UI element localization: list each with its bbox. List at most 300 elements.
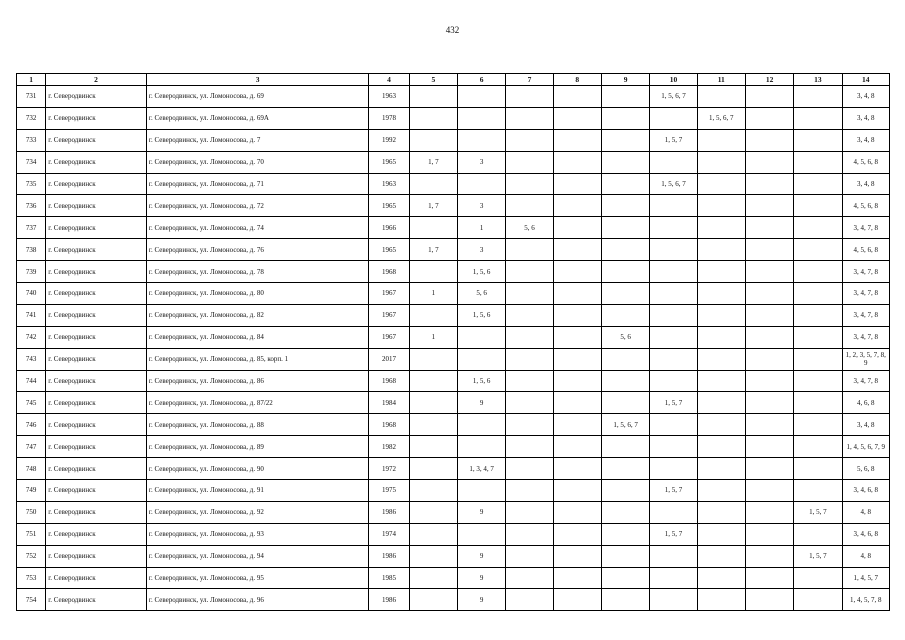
- table-cell: 1965: [369, 239, 409, 261]
- table-cell: 741: [17, 304, 46, 326]
- table-cell: 3, 4, 8: [842, 86, 889, 108]
- table-cell: 1, 5, 7: [794, 501, 842, 523]
- table-cell: [697, 173, 745, 195]
- table-cell: 747: [17, 436, 46, 458]
- table-cell: [745, 151, 793, 173]
- table-cell: [601, 436, 649, 458]
- table-cell: [794, 129, 842, 151]
- table-cell: [553, 523, 601, 545]
- table-cell: [506, 348, 553, 370]
- table-cell: [553, 567, 601, 589]
- table-cell: [409, 392, 457, 414]
- table-cell: [745, 567, 793, 589]
- table-cell: [553, 348, 601, 370]
- table-cell: [745, 195, 793, 217]
- table-cell: 1, 3, 4, 7: [457, 458, 505, 480]
- table-cell: [553, 239, 601, 261]
- table-cell: г. Северодвинск, ул. Ломоносова, д. 69: [146, 86, 369, 108]
- table-cell: [794, 370, 842, 392]
- table-cell: [745, 304, 793, 326]
- table-cell: 1, 5, 6: [457, 304, 505, 326]
- table-row: [17, 392, 890, 414]
- table-cell: [794, 589, 842, 611]
- table-cell: [506, 195, 553, 217]
- table-cell: [745, 86, 793, 108]
- table-cell: г. Северодвинск, ул. Ломоносова, д. 87/22: [146, 392, 369, 414]
- table-cell: [794, 523, 842, 545]
- table-cell: [601, 392, 649, 414]
- table-cell: [745, 392, 793, 414]
- table-cell: [457, 523, 505, 545]
- table-cell: 1984: [369, 392, 409, 414]
- table-row: [17, 436, 890, 458]
- table-cell: [745, 523, 793, 545]
- table-cell: 5, 6: [601, 326, 649, 348]
- table-cell: 1, 5, 6, 7: [650, 86, 697, 108]
- table-cell: 3, 4, 8: [842, 129, 889, 151]
- table-cell: [745, 501, 793, 523]
- table-cell: 9: [457, 501, 505, 523]
- page-number: 432: [445, 25, 460, 35]
- table-cell: [794, 304, 842, 326]
- table-cell: [409, 348, 457, 370]
- table-cell: [409, 458, 457, 480]
- column-header-8: 8: [553, 74, 601, 86]
- table-cell: 1992: [369, 129, 409, 151]
- table-cell: г. Северодвинск, ул. Ломоносова, д. 70: [146, 151, 369, 173]
- table-cell: 1, 4, 5, 7: [842, 567, 889, 589]
- table-cell: 746: [17, 414, 46, 436]
- table-cell: [794, 107, 842, 129]
- table-row: [17, 151, 890, 173]
- table-cell: 736: [17, 195, 46, 217]
- table-cell: [745, 480, 793, 502]
- table-row: [17, 545, 890, 567]
- table-cell: [794, 86, 842, 108]
- table-cell: [650, 283, 697, 305]
- table-cell: [650, 545, 697, 567]
- table-cell: [457, 414, 505, 436]
- table-cell: [506, 261, 553, 283]
- table-cell: 4, 5, 6, 8: [842, 239, 889, 261]
- table-cell: г. Северодвинск: [46, 589, 147, 611]
- table-row: [17, 370, 890, 392]
- table-row: [17, 348, 890, 370]
- table-cell: [650, 501, 697, 523]
- table-cell: г. Северодвинск: [46, 326, 147, 348]
- table-row: [17, 567, 890, 589]
- table-cell: 3, 4, 7, 8: [842, 370, 889, 392]
- table-cell: 1968: [369, 414, 409, 436]
- table-row: [17, 239, 890, 261]
- table-row: [17, 304, 890, 326]
- table-cell: [601, 151, 649, 173]
- table-cell: 1: [457, 217, 505, 239]
- table-cell: [697, 414, 745, 436]
- table-cell: г. Северодвинск: [46, 107, 147, 129]
- table-cell: г. Северодвинск: [46, 129, 147, 151]
- table-cell: г. Северодвинск, ул. Ломоносова, д. 78: [146, 261, 369, 283]
- table-cell: г. Северодвинск, ул. Ломоносова, д. 88: [146, 414, 369, 436]
- table-cell: [650, 370, 697, 392]
- table-cell: [553, 370, 601, 392]
- table-cell: [745, 217, 793, 239]
- table-cell: [601, 480, 649, 502]
- table-cell: г. Северодвинск: [46, 414, 147, 436]
- table-cell: [601, 458, 649, 480]
- table-cell: [745, 458, 793, 480]
- table-cell: г. Северодвинск: [46, 458, 147, 480]
- table-cell: [409, 501, 457, 523]
- table-cell: г. Северодвинск, ул. Ломоносова, д. 91: [146, 480, 369, 502]
- table-cell: [697, 304, 745, 326]
- table-cell: [506, 480, 553, 502]
- table-cell: [794, 239, 842, 261]
- table-cell: г. Северодвинск: [46, 392, 147, 414]
- table-cell: 1966: [369, 217, 409, 239]
- table-cell: [506, 567, 553, 589]
- table-cell: [506, 107, 553, 129]
- table-row: [17, 523, 890, 545]
- table-cell: [506, 86, 553, 108]
- table-cell: 5, 6, 8: [842, 458, 889, 480]
- table-cell: [794, 436, 842, 458]
- table-cell: [601, 283, 649, 305]
- table-cell: 1, 7: [409, 239, 457, 261]
- table-cell: [409, 436, 457, 458]
- header-row: [17, 74, 890, 86]
- column-header-3: 3: [146, 74, 369, 86]
- table-cell: [745, 283, 793, 305]
- table-cell: 1968: [369, 370, 409, 392]
- table-cell: [650, 589, 697, 611]
- table-cell: г. Северодвинск, ул. Ломоносова, д. 89: [146, 436, 369, 458]
- table-cell: 740: [17, 283, 46, 305]
- table-cell: г. Северодвинск: [46, 348, 147, 370]
- table-cell: [601, 86, 649, 108]
- table-cell: 4, 5, 6, 8: [842, 195, 889, 217]
- table-cell: [601, 348, 649, 370]
- table-cell: [409, 129, 457, 151]
- table-cell: [697, 567, 745, 589]
- table-row: [17, 326, 890, 348]
- table-cell: [697, 501, 745, 523]
- table-cell: г. Северодвинск, ул. Ломоносова, д. 96: [146, 589, 369, 611]
- table-cell: [650, 239, 697, 261]
- table-cell: 9: [457, 545, 505, 567]
- table-row: [17, 129, 890, 151]
- table-cell: 1985: [369, 567, 409, 589]
- table-cell: [553, 458, 601, 480]
- table-cell: [697, 195, 745, 217]
- table-cell: 1967: [369, 326, 409, 348]
- table-cell: 734: [17, 151, 46, 173]
- table-cell: [457, 326, 505, 348]
- table-cell: [409, 370, 457, 392]
- table-cell: [457, 348, 505, 370]
- table-cell: [457, 173, 505, 195]
- table-cell: г. Северодвинск: [46, 304, 147, 326]
- table-cell: 745: [17, 392, 46, 414]
- table-row: [17, 589, 890, 611]
- table-cell: [650, 304, 697, 326]
- table-cell: [409, 414, 457, 436]
- table-cell: 753: [17, 567, 46, 589]
- table-cell: 1975: [369, 480, 409, 502]
- table-cell: 750: [17, 501, 46, 523]
- table-cell: [794, 261, 842, 283]
- table-cell: 9: [457, 589, 505, 611]
- column-header-5: 5: [409, 74, 457, 86]
- table-row: [17, 217, 890, 239]
- table-cell: 1, 5, 7: [650, 129, 697, 151]
- table-cell: [745, 348, 793, 370]
- table-cell: 737: [17, 217, 46, 239]
- table-cell: [457, 86, 505, 108]
- table-cell: [553, 480, 601, 502]
- table-cell: [553, 151, 601, 173]
- table-cell: [697, 86, 745, 108]
- table-cell: [506, 239, 553, 261]
- table-cell: [506, 414, 553, 436]
- table-row: [17, 195, 890, 217]
- table-cell: [409, 107, 457, 129]
- table-cell: [457, 436, 505, 458]
- table-cell: г. Северодвинск: [46, 436, 147, 458]
- table-cell: 733: [17, 129, 46, 151]
- table-cell: 1, 5, 7: [650, 392, 697, 414]
- column-header-13: 13: [794, 74, 842, 86]
- table-cell: [601, 523, 649, 545]
- table-cell: г. Северодвинск: [46, 501, 147, 523]
- table-cell: 3, 4, 6, 8: [842, 523, 889, 545]
- table-cell: 3, 4, 8: [842, 414, 889, 436]
- table-row: [17, 86, 890, 108]
- table-cell: [697, 589, 745, 611]
- table-cell: [409, 545, 457, 567]
- table-cell: 738: [17, 239, 46, 261]
- table-row: [17, 501, 890, 523]
- table-row: [17, 283, 890, 305]
- table-cell: 1, 5, 6: [457, 261, 505, 283]
- table-cell: [650, 414, 697, 436]
- table-cell: [745, 107, 793, 129]
- table-cell: [409, 173, 457, 195]
- table-cell: 1963: [369, 173, 409, 195]
- table-cell: 3, 4, 7, 8: [842, 326, 889, 348]
- table-cell: г. Северодвинск, ул. Ломоносова, д. 86: [146, 370, 369, 392]
- table-cell: 1, 4, 5, 7, 8: [842, 589, 889, 611]
- table-cell: [601, 370, 649, 392]
- table-cell: 754: [17, 589, 46, 611]
- table-row: [17, 173, 890, 195]
- column-header-2: 2: [46, 74, 147, 86]
- table-body: [17, 86, 890, 611]
- table-cell: [409, 86, 457, 108]
- table-cell: г. Северодвинск, ул. Ломоносова, д. 84: [146, 326, 369, 348]
- table-cell: [794, 458, 842, 480]
- register-table: [16, 73, 890, 611]
- table-cell: 1967: [369, 304, 409, 326]
- table-cell: [506, 523, 553, 545]
- table-cell: [553, 195, 601, 217]
- table-cell: [697, 392, 745, 414]
- table-cell: [697, 283, 745, 305]
- table-cell: [650, 151, 697, 173]
- table-cell: [745, 326, 793, 348]
- table-cell: [794, 392, 842, 414]
- table-cell: 3, 4, 7, 8: [842, 304, 889, 326]
- table-cell: 739: [17, 261, 46, 283]
- table-cell: 4, 8: [842, 545, 889, 567]
- table-cell: 1974: [369, 523, 409, 545]
- table-cell: [506, 151, 553, 173]
- table-cell: [506, 283, 553, 305]
- table-cell: 731: [17, 86, 46, 108]
- table-cell: [697, 436, 745, 458]
- table-cell: 1963: [369, 86, 409, 108]
- table-cell: 1, 5, 7: [650, 523, 697, 545]
- column-header-1: 1: [17, 74, 46, 86]
- table-cell: 1, 5, 7: [650, 480, 697, 502]
- table-cell: г. Северодвинск, ул. Ломоносова, д. 72: [146, 195, 369, 217]
- table-cell: 9: [457, 567, 505, 589]
- table-cell: [745, 589, 793, 611]
- table-cell: 744: [17, 370, 46, 392]
- table-cell: г. Северодвинск: [46, 480, 147, 502]
- table-cell: г. Северодвинск: [46, 173, 147, 195]
- table-cell: 4, 6, 8: [842, 392, 889, 414]
- table-cell: [506, 304, 553, 326]
- table-cell: [457, 129, 505, 151]
- table-cell: [697, 480, 745, 502]
- table-cell: 1: [409, 283, 457, 305]
- table-cell: [553, 173, 601, 195]
- table-cell: [745, 370, 793, 392]
- table-cell: 1965: [369, 151, 409, 173]
- table-cell: 1: [409, 326, 457, 348]
- table-cell: [601, 261, 649, 283]
- table-cell: [553, 107, 601, 129]
- table-cell: 1, 5, 6, 7: [601, 414, 649, 436]
- table-cell: 3, 4, 7, 8: [842, 283, 889, 305]
- table-cell: 9: [457, 392, 505, 414]
- table-row: [17, 261, 890, 283]
- table-cell: 5, 6: [457, 283, 505, 305]
- table-cell: 1986: [369, 589, 409, 611]
- table-cell: [506, 129, 553, 151]
- table-cell: [409, 261, 457, 283]
- table-cell: [553, 261, 601, 283]
- table-cell: [745, 173, 793, 195]
- table-cell: 3, 4, 7, 8: [842, 261, 889, 283]
- table-cell: 3: [457, 151, 505, 173]
- table-cell: г. Северодвинск, ул. Ломоносова, д. 82: [146, 304, 369, 326]
- table-cell: г. Северодвинск, ул. Ломоносова, д. 69А: [146, 107, 369, 129]
- table-cell: [601, 107, 649, 129]
- table-cell: 5, 6: [506, 217, 553, 239]
- table-cell: г. Северодвинск: [46, 261, 147, 283]
- table-row: [17, 458, 890, 480]
- column-header-11: 11: [697, 74, 745, 86]
- table-cell: [506, 392, 553, 414]
- table-cell: [553, 501, 601, 523]
- table-cell: 3, 4, 7, 8: [842, 217, 889, 239]
- table-cell: [650, 107, 697, 129]
- table-cell: [506, 173, 553, 195]
- table-cell: [697, 326, 745, 348]
- table-cell: [745, 414, 793, 436]
- table-cell: [553, 436, 601, 458]
- table-row: [17, 480, 890, 502]
- table-cell: г. Северодвинск, ул. Ломоносова, д. 7: [146, 129, 369, 151]
- table-cell: 749: [17, 480, 46, 502]
- table-cell: [553, 392, 601, 414]
- table-cell: [506, 589, 553, 611]
- table-cell: 1986: [369, 545, 409, 567]
- table-cell: [457, 480, 505, 502]
- table-cell: [697, 129, 745, 151]
- table-cell: [553, 129, 601, 151]
- table-cell: г. Северодвинск, ул. Ломоносова, д. 90: [146, 458, 369, 480]
- table-cell: 4, 8: [842, 501, 889, 523]
- table-cell: 1965: [369, 195, 409, 217]
- table-cell: [697, 151, 745, 173]
- table-cell: 1, 5, 6: [457, 370, 505, 392]
- table-cell: [794, 326, 842, 348]
- table-cell: г. Северодвинск: [46, 545, 147, 567]
- table-cell: [601, 567, 649, 589]
- table-cell: [650, 436, 697, 458]
- table-cell: 1, 4, 5, 6, 7, 9: [842, 436, 889, 458]
- table-cell: г. Северодвинск: [46, 151, 147, 173]
- table-cell: 2017: [369, 348, 409, 370]
- table-cell: [794, 151, 842, 173]
- table-cell: [794, 480, 842, 502]
- table-cell: [650, 567, 697, 589]
- table-cell: [697, 458, 745, 480]
- table-cell: [697, 545, 745, 567]
- table-cell: [553, 414, 601, 436]
- table-cell: [650, 348, 697, 370]
- table-cell: г. Северодвинск, ул. Ломоносова, д. 95: [146, 567, 369, 589]
- table-cell: 1, 2, 3, 5, 7, 8, 9: [842, 348, 889, 370]
- table-cell: [553, 545, 601, 567]
- table-cell: 743: [17, 348, 46, 370]
- table-cell: [409, 480, 457, 502]
- table-cell: [506, 501, 553, 523]
- table-cell: г. Северодвинск, ул. Ломоносова, д. 85, корп. 1: [146, 348, 369, 370]
- table-cell: 3: [457, 195, 505, 217]
- table-cell: [553, 304, 601, 326]
- table-cell: [553, 86, 601, 108]
- table-cell: г. Северодвинск, ул. Ломоносова, д. 92: [146, 501, 369, 523]
- table-cell: г. Северодвинск: [46, 217, 147, 239]
- table-cell: г. Северодвинск: [46, 86, 147, 108]
- table-cell: [601, 195, 649, 217]
- table-cell: [506, 326, 553, 348]
- table-cell: [409, 567, 457, 589]
- table-cell: [745, 129, 793, 151]
- column-header-6: 6: [457, 74, 505, 86]
- table-cell: г. Северодвинск: [46, 283, 147, 305]
- table-cell: [794, 283, 842, 305]
- table-cell: [601, 239, 649, 261]
- table-cell: [601, 304, 649, 326]
- table-cell: [697, 523, 745, 545]
- table-cell: [409, 523, 457, 545]
- table-cell: [601, 173, 649, 195]
